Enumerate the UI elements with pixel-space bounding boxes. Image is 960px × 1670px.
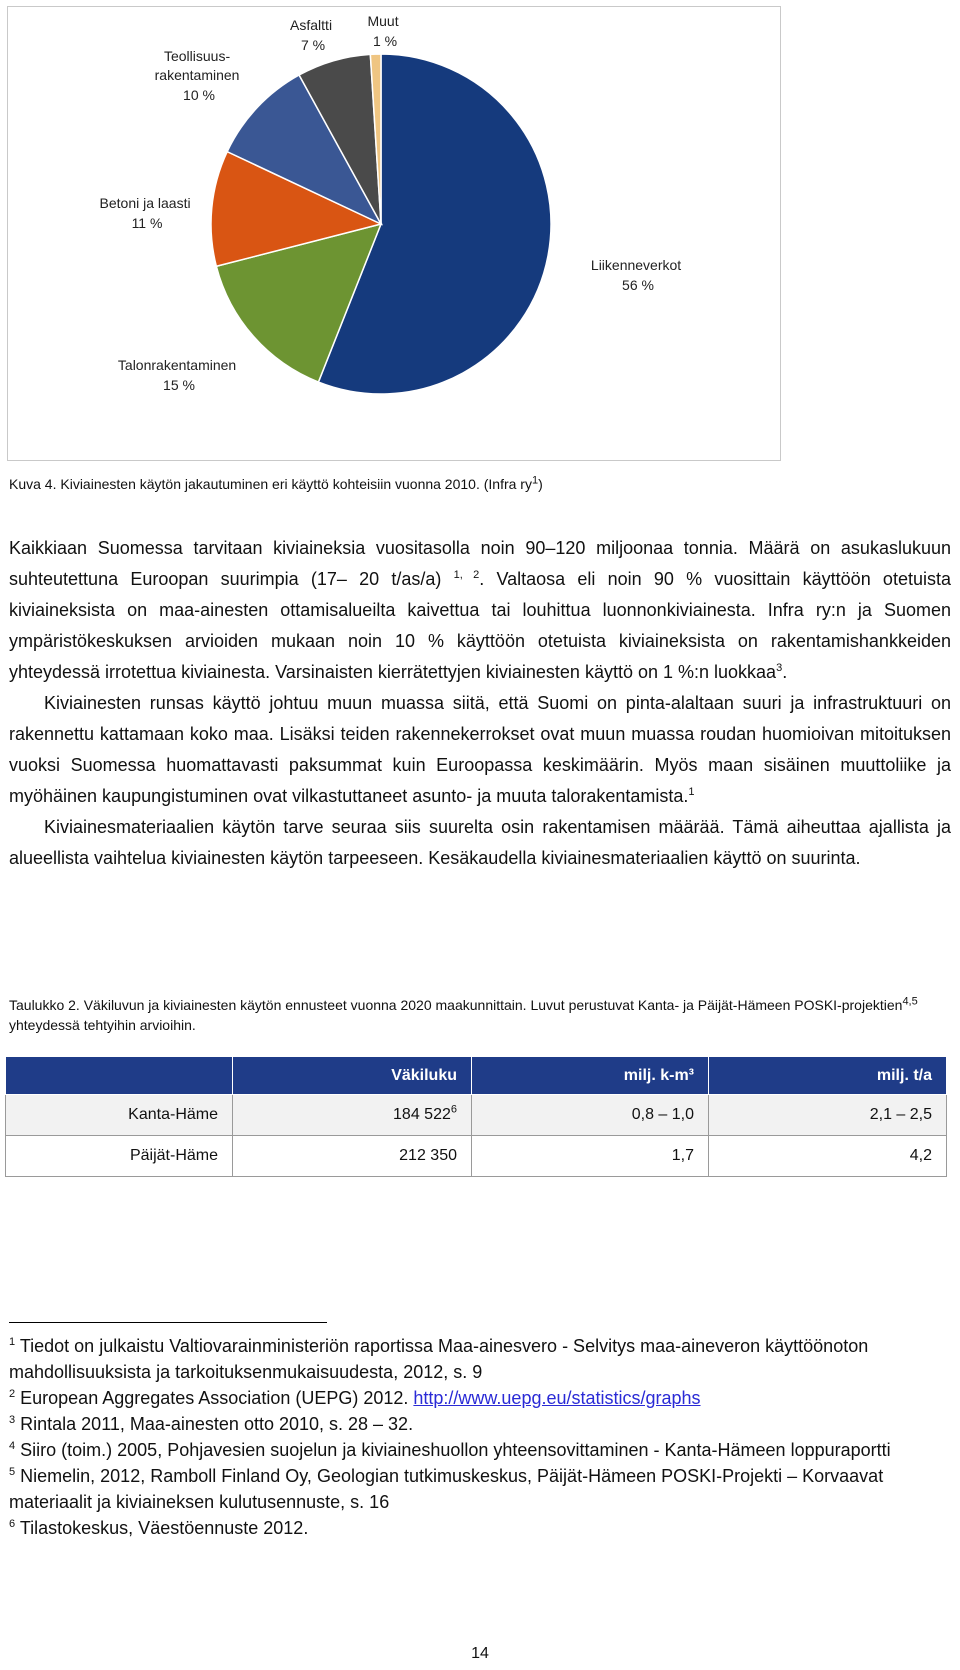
footnote-number: 1 (9, 1336, 16, 1348)
paragraph-1-part-2: . Valtaosa eli noin 90 % vuosittain käyttöön otetuista kiviaineksista on maa-ainesten ottamisalueilta kaivettua tai louhittua luonnonkiviainesta. Infra ry:n ja Suomen ympäristökeskuksen arvioiden mukaan noin 10 % käyttöön otetuista kiviaineksista on rakentamishankkeiden yhteydessä irrotettua kiviainesta. Varsinaisten kierrätettyjen kiviainesten käyttö on 1 %:n luokkaa (9, 569, 951, 682)
footnote-2 (9, 1385, 951, 1411)
figure-caption-tail: ) (538, 476, 543, 492)
slice-label-muut-pct: 1 % (372, 33, 398, 49)
table-cell-region: Kanta-Häme (6, 1095, 233, 1136)
paragraph-3 (9, 812, 951, 874)
footnote-5 (9, 1463, 951, 1515)
table-cell-population (233, 1095, 472, 1136)
paragraph-1-sup-2: 3 (776, 662, 783, 674)
figure-caption-text: Kuva 4. Kiviainesten käytön jakautuminen eri käyttö kohteisiin vuonna 2010. (Infra ry (9, 476, 532, 492)
footnote-number: 4 (9, 1440, 16, 1452)
footnote-number: 6 (9, 1518, 16, 1530)
table-caption-sup: 4,5 (902, 995, 918, 1008)
footnotes (9, 1333, 951, 1541)
slice-label-betoni-pct: 11 % (131, 215, 163, 231)
slice-label-teollisuus (155, 48, 244, 103)
paragraph-1-part-1: Kaikkiaan Suomessa tarvitaan kiviaineksia vuositasolla noin 90–120 miljoonaa tonnia. Määrä on asukaslukuun suhteutettuna Euroopan suurimpia (17– 20 t/as/a) (9, 538, 951, 589)
slice-label-talonrakentaminen-pct: 15 % (163, 377, 195, 393)
slice-label-teollisuus-name-1: Teollisuus- (163, 48, 231, 64)
footnote-number: 5 (9, 1466, 16, 1478)
paragraph-2-sup: 1 (688, 786, 695, 798)
slice-label-talonrakentaminen (118, 357, 240, 393)
footnote-number: 2 (9, 1388, 16, 1400)
slice-label-liikenneverkot-pct: 56 % (622, 277, 654, 293)
table-cell-region: Päijät-Häme (6, 1136, 233, 1177)
slice-label-asfaltti (290, 17, 336, 53)
slice-label-teollisuus-pct: 10 % (183, 87, 215, 103)
table-caption-part-2: yhteydessä tehtyihin arvioihin. (9, 1017, 196, 1033)
table-caption (9, 995, 951, 1035)
footnote-text: Tilastokeskus, Väestöennuste 2012. (19, 1518, 309, 1538)
uepg-link[interactable]: http://www.uepg.eu/statistics/graphs (413, 1388, 701, 1408)
slice-label-asfaltti-pct: 7 % (300, 37, 326, 53)
slice-label-muut-name: Muut (367, 13, 399, 29)
table-cell-tonnes: 2,1 – 2,5 (709, 1095, 947, 1136)
footnote-text: Rintala 2011, Maa-ainesten otto 2010, s. 28 – 32. (20, 1414, 414, 1434)
body-text (9, 533, 951, 874)
population-sup: 6 (450, 1103, 457, 1116)
footnote-number: 3 (9, 1414, 16, 1426)
population-value: 184 522 (393, 1106, 451, 1123)
table-row (6, 1136, 947, 1177)
table-cell-volume: 1,7 (472, 1136, 709, 1177)
footnote-3 (9, 1411, 951, 1437)
figure-caption-sup: 1 (531, 474, 539, 487)
slice-label-talonrakentaminen-name: Talonrakentaminen (117, 357, 237, 373)
pie-chart-svg (8, 7, 780, 460)
footnote-text: Niemelin, 2012, Ramboll Finland Oy, Geologian tutkimuskeskus, Päijät-Hämeen POSKI-Projekti – Korvaavat materiaalit ja kiviaineksen kulutusennuste, s. 16 (9, 1466, 884, 1512)
paragraph-1-part-3: . (782, 662, 788, 682)
table-cell-volume: 0,8 – 1,0 (472, 1095, 709, 1136)
slice-label-liikenneverkot-name: Liikenneverkot (590, 257, 682, 273)
slice-label-muut (367, 13, 402, 49)
table-cell-population (233, 1136, 472, 1177)
footnote-1 (9, 1333, 951, 1385)
table-header-volume: milj. k-m³ (472, 1057, 709, 1095)
slice-label-betoni (100, 195, 195, 231)
table-header-population: Väkiluku (233, 1057, 472, 1095)
population-value: 212 350 (399, 1147, 457, 1164)
table-header-row (6, 1057, 947, 1095)
figure-caption (9, 474, 543, 494)
page-number: 14 (471, 1645, 489, 1662)
footnote-divider (9, 1322, 327, 1323)
footnote-4 (9, 1437, 951, 1463)
pie-chart (7, 6, 781, 461)
slice-label-betoni-name: Betoni ja laasti (99, 195, 191, 211)
paragraph-1 (9, 533, 951, 688)
forecast-table (5, 1056, 947, 1177)
table-row (6, 1095, 947, 1136)
slice-label-asfaltti-name: Asfaltti (290, 17, 333, 33)
table-header-region (6, 1057, 233, 1095)
slice-label-teollisuus-name-2: rakentaminen (154, 67, 240, 83)
footnote-text: Siiro (toim.) 2005, Pohjavesien suojelun ja kiviaineshuollon yhteensovittaminen - Kanta-Hämeen loppuraportti (20, 1440, 891, 1460)
footnote-6 (9, 1515, 951, 1541)
paragraph-2-text: Kiviainesten runsas käyttö johtuu muun muassa siitä, että Suomi on pinta-alaltaan suuri ja infrastruktuuri on rakennettu kattamaan koko maa. Lisäksi teiden rakennekerrokset ovat muun muassa roudan huomioivan mitoituksen vuoksi Suomessa huomattavasti paksummat kuin Euroopassa keskimäärin. Myös maan sisäinen muuttoliike ja myöhäinen kaupungistuminen ovat vilkastuttaneet asunto- ja muuta talorakentamista. (9, 693, 951, 806)
table-header-tonnes: milj. t/a (709, 1057, 947, 1095)
table-caption-part-1: Taulukko 2. Väkiluvun ja kiviainesten käytön ennusteet vuonna 2020 maakunnittain. Luvut perustuvat Kanta- ja Päijät-Hämeen POSKI-projektien (9, 997, 903, 1013)
footnote-text: European Aggregates Association (UEPG) 2012. (20, 1388, 414, 1408)
slice-label-liikenneverkot (591, 257, 685, 293)
paragraph-3-text: Kiviainesmateriaalien käytön tarve seuraa siis suurelta osin rakentamisen määrää. Tämä aiheuttaa ajallista ja alueellista vaihtelua kiviainesten käytön tarpeeseen. Kesäkaudella kiviainesmateriaalien käyttö on suurinta. (9, 817, 951, 868)
paragraph-1-sup-1: 1, 2 (453, 569, 480, 581)
paragraph-2 (9, 688, 951, 812)
table-cell-tonnes: 4,2 (709, 1136, 947, 1177)
footnote-text: Tiedot on julkaistu Valtiovarainministeriön raportissa Maa-ainesvero - Selvitys maa-aineveron käyttöönoton mahdollisuuksista ja tarkoituksenmukaisuudesta, 2012, s. 9 (9, 1336, 869, 1382)
